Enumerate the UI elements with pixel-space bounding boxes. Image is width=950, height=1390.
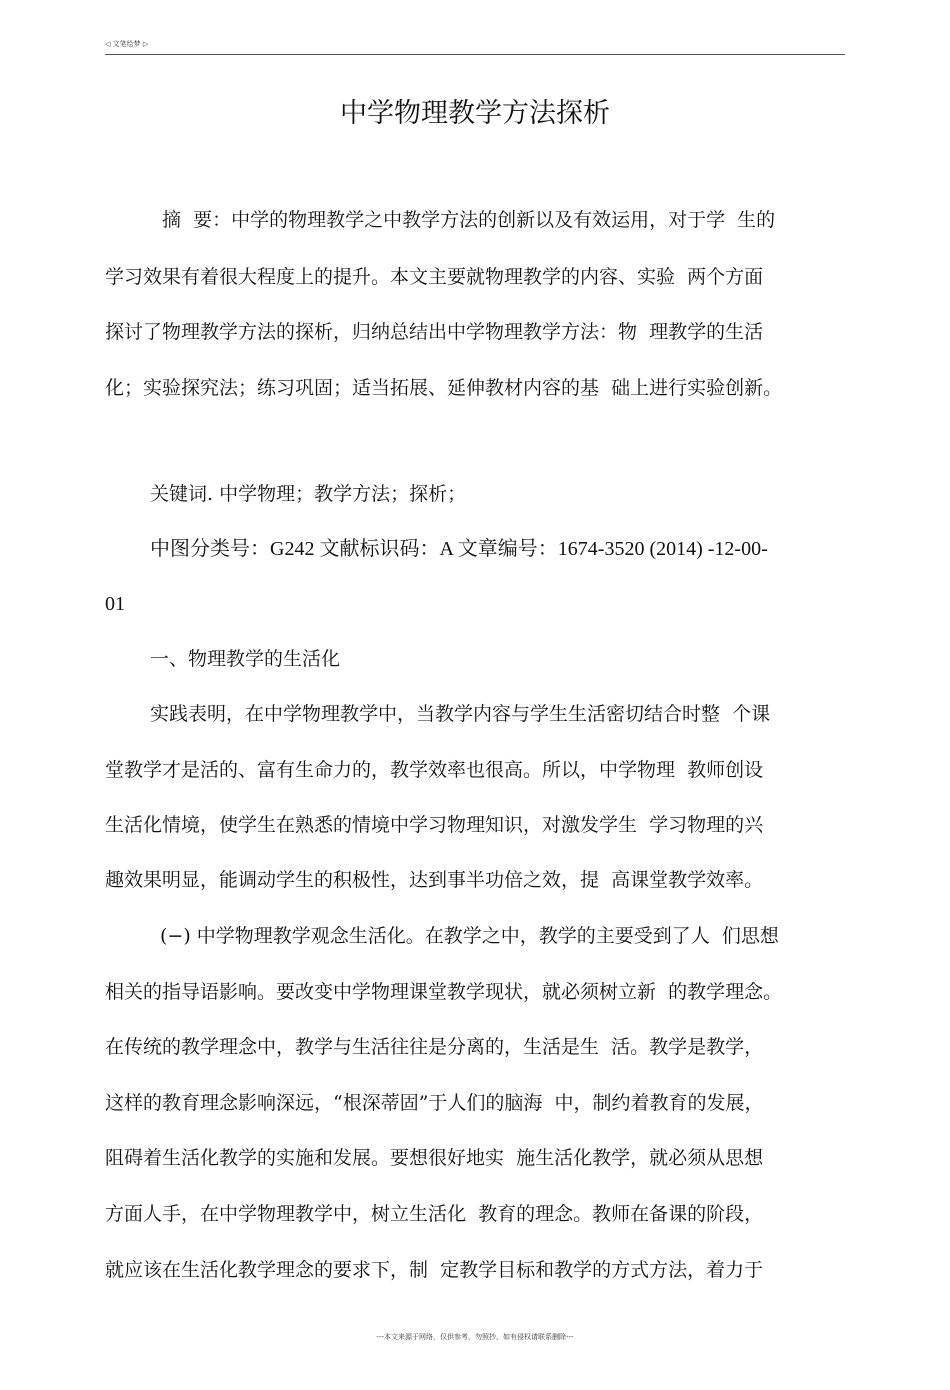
page-footer: ---本文来源于网络，仅供参考，勿照抄，如有侵权请联系删除---: [376, 1333, 574, 1341]
section-heading: 一、物理教学的生活化: [150, 648, 341, 670]
paragraph-line: 堂教学才是活的、富有生命力的，教学效率也很高。所以，中学物理 教师创设: [105, 759, 764, 781]
keywords: 关键词. 中学物理；教学方法；探析；: [150, 483, 467, 505]
paragraph-line: 就应该在生活化教学理念的要求下，制 定教学目标和教学的方式方法，着力于: [105, 1259, 764, 1281]
paragraph-line: 在传统的教学理念中，教学与生活往往是分离的，生活是生 活。教学是教学，: [105, 1036, 764, 1058]
paragraph-line: 实践表明，在中学物理教学中，当教学内容与学生生活密切结合时整 个课: [150, 703, 771, 725]
abstract-line: 摘 要：中学的物理教学之中教学方法的创新以及有效运用，对于学 生的: [162, 209, 776, 231]
document-title: 中学物理教学方法探析: [340, 98, 610, 129]
classification-line: 中图分类号：G242 文献标识码：A 文章编号：1674-3520 (2014) -12-00-: [150, 538, 768, 560]
page-header: [105, 40, 845, 55]
abstract-line: 学习效果有着很大程度上的提升。本文主要就物理教学的内容、实验 两个方面: [105, 266, 764, 288]
abstract-line: 探讨了物理教学方法的探析，归纳总结出中学物理教学方法：物 理教学的生活: [105, 321, 764, 343]
paragraph-line: 阻碍着生活化教学的实施和发展。要想很好地实 施生活化教学，就必须从思想: [105, 1147, 764, 1169]
abstract-line: 化；实验探究法；练习巩固；适当拓展、延伸教材内容的基 础上进行实验创新。: [105, 377, 783, 399]
paragraph-line: 方面人手，在中学物理教学中，树立生活化 教育的理念。教师在备课的阶段，: [105, 1203, 764, 1225]
paragraph-line: (−) 中学物理教学观念生活化。在教学之中，教学的主要受到了人 们思想: [160, 925, 779, 947]
paragraph-line: 相关的指导语影响。要改变中学物理课堂教学现状，就必须树立新 的教学理念。: [105, 981, 783, 1003]
paragraph-line: 这样的教育理念影响深远，“根深蒂固”于人们的脑海 中，制约着教育的发展，: [105, 1092, 764, 1114]
header-text: ◁ 文笔绘梦 ▷: [105, 40, 149, 48]
classification-line: 01: [105, 593, 125, 615]
paragraph-line: 生活化情境，使学生在熟悉的情境中学习物理知识，对激发学生 学习物理的兴: [105, 814, 764, 836]
paragraph-line: 趣效果明显，能调动学生的积极性，达到事半功倍之效，提 高课堂教学效率。: [105, 869, 764, 891]
